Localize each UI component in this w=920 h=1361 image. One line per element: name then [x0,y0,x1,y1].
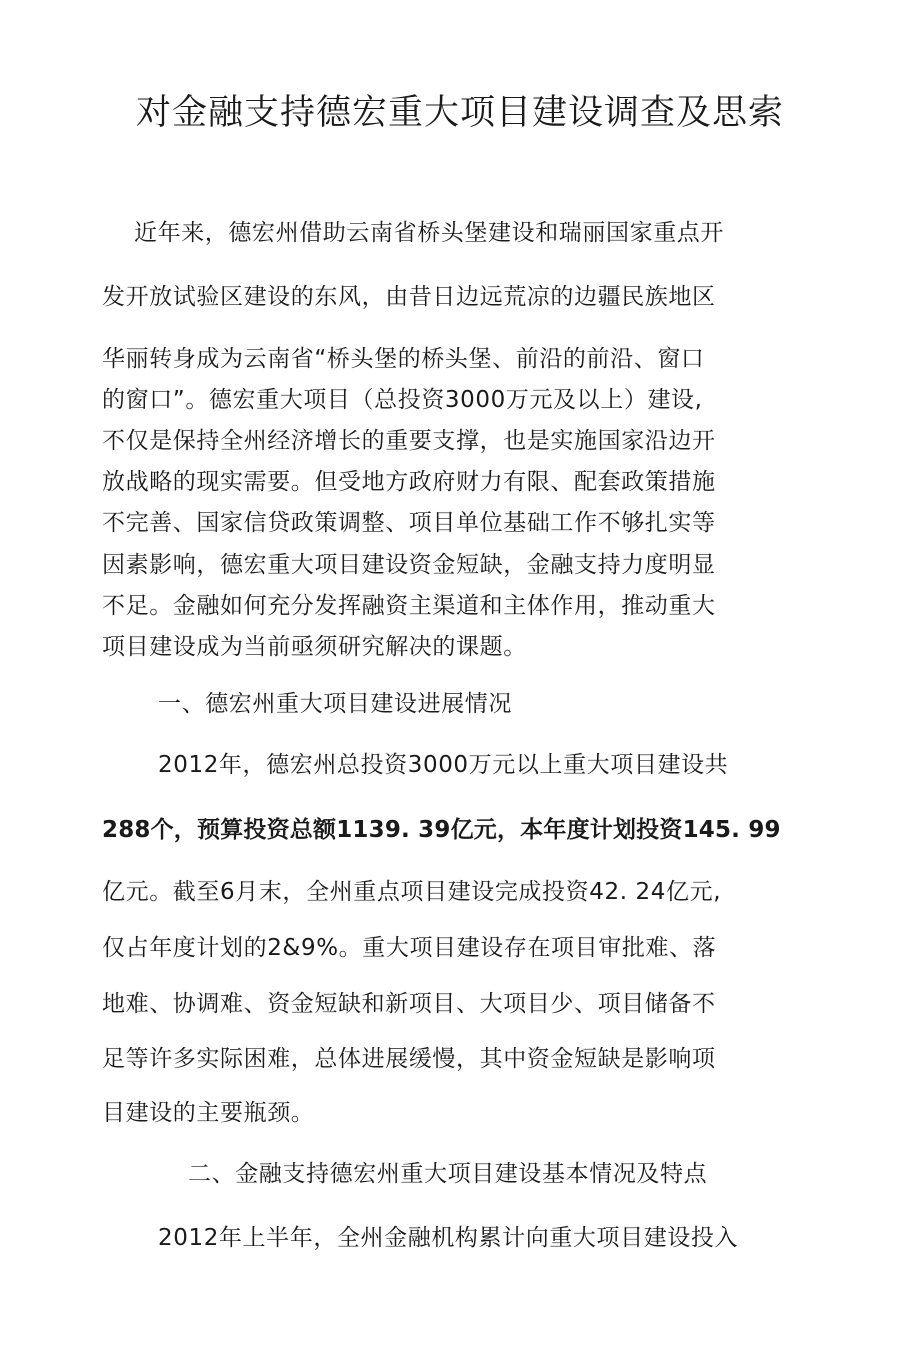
paragraph-line: 不仅是保持全州经济增长的重要支撑，也是实施国家沿边开 [102,428,716,454]
paragraph-line: 的窗口”。德宏重大项目（总投资3000万元及以上）建设, [102,387,703,413]
section-heading: 二、金融支持德宏州重大项目建设基本情况及特点 [188,1161,708,1187]
paragraph-line: 2012年上半年，全州金融机构累计向重大项目建设投入 [158,1225,739,1251]
paragraph-line: 亿元。截至6月末，全州重点项目建设完成投资42. 24亿元, [102,879,722,905]
paragraph-line: 仅占年度计划的2&9%。重大项目建设存在项目审批难、落 [102,935,717,961]
section-heading: 一、德宏州重大项目建设进展情况 [158,691,512,717]
document-title: 对金融支持德宏重大项目建设调查及思索 [135,93,784,133]
paragraph-line: 发开放试验区建设的东风，由昔日边远荒凉的边疆民族地区 [102,284,716,310]
paragraph-line: 288个，预算投资总额1139. 39亿元，本年度计划投资145. 99 [102,817,781,843]
paragraph-line: 2012年，德宏州总投资3000万元以上重大项目建设共 [158,752,729,778]
paragraph-line: 目建设的主要瓶颈。 [102,1100,315,1126]
paragraph-line: 项目建设成为当前亟须研究解决的课题。 [102,634,527,660]
paragraph-line: 因素影响，德宏重大项目建设资金短缺，金融支持力度明显 [102,552,716,578]
paragraph-line: 地难、协调难、资金短缺和新项目、大项目少、项目储备不 [102,991,716,1017]
paragraph-line: 放战略的现实需要。但受地方政府财力有限、配套政策措施 [102,469,716,495]
paragraph-line: 不完善、国家信贷政策调整、项目单位基础工作不够扎实等 [102,510,716,536]
paragraph-line: 足等许多实际困难，总体进展缓慢，其中资金短缺是影响项 [102,1046,716,1072]
paragraph-line: 近年来，德宏州借助云南省桥头堡建设和瑞丽国家重点开 [134,220,724,246]
paragraph-line: 不足。金融如何充分发挥融资主渠道和主体作用，推动重大 [102,593,716,619]
paragraph-line: 华丽转身成为云南省“桥头堡的桥头堡、前沿的前沿、窗口 [102,346,705,372]
